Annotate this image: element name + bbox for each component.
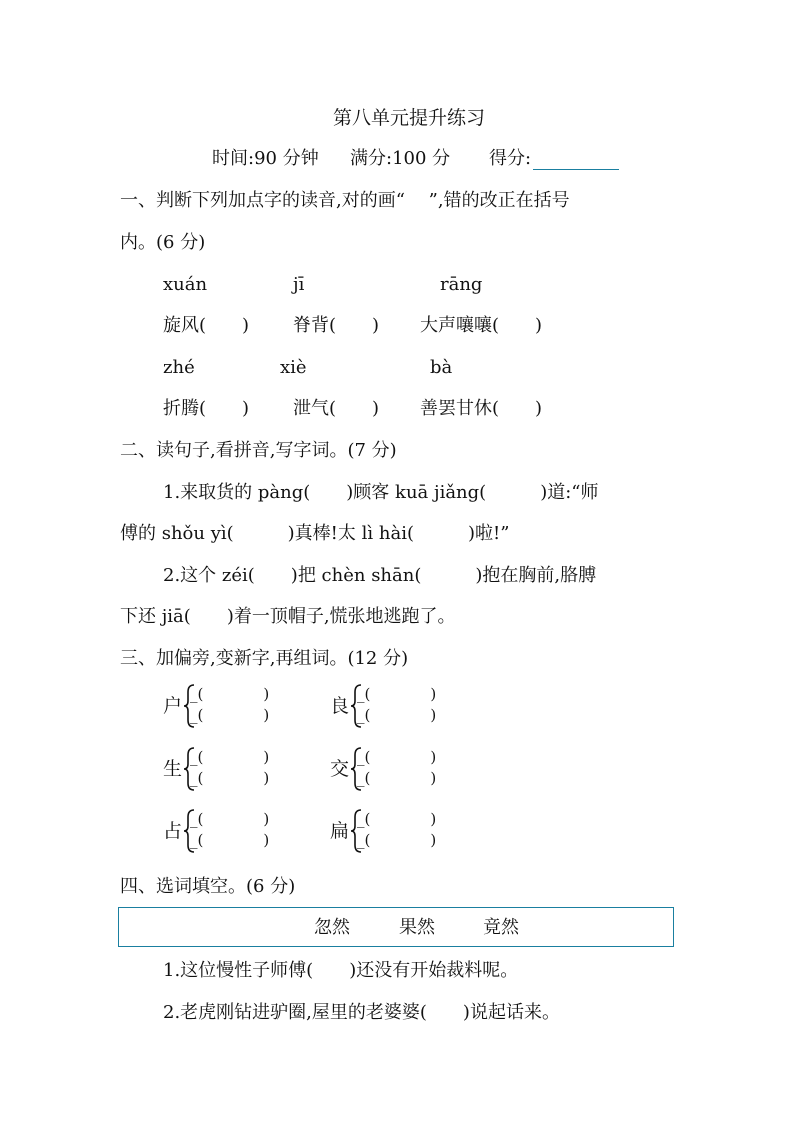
q2-sentence2-line2: 下还 jiā( )着一顶帽子,慌张地逃跑了。 — [120, 606, 456, 627]
q3-answer-blank[interactable]: _( ) — [190, 769, 270, 787]
q4-sentence1: 1.这位慢性子师傅( )还没有开始裁料呢。 — [163, 960, 519, 981]
q1-pinyin: xiè — [280, 357, 307, 378]
q1-word-item: 折腾( ) — [163, 398, 250, 419]
q1-pinyin: jī — [293, 274, 305, 295]
q2-heading: 二、读句子,看拼音,写字词。(7 分) — [120, 440, 397, 461]
q2-sentence1-line2: 傅的 shǒu yì( )真棒!太 lì hài( )啦!” — [120, 523, 510, 544]
q3-answer-blank[interactable]: _( ) — [190, 706, 270, 724]
q1-pinyin: zhé — [163, 357, 195, 378]
page-title: 第八单元提升练习 — [333, 107, 486, 129]
word-option: 果然 — [399, 917, 435, 938]
q3-base-char: 占 — [163, 820, 183, 842]
q3-base-char: 户 — [163, 695, 183, 717]
full-score-info: 满分:100 分 — [350, 148, 451, 169]
score-label-text: 得分: — [489, 148, 532, 169]
q3-base-char: 交 — [330, 758, 350, 780]
q3-answer-blank[interactable]: _( ) — [190, 810, 270, 828]
q1-instruction-line2: 内。(6 分) — [120, 232, 206, 253]
q3-base-char: 生 — [163, 758, 183, 780]
q1-word-item: 善罢甘休( ) — [420, 398, 543, 419]
q1-pinyin: rāng — [440, 274, 483, 295]
q3-answer-blank[interactable]: _( ) — [357, 685, 437, 703]
q3-answer-blank[interactable]: _( ) — [190, 748, 270, 766]
q1-pinyin: bà — [430, 357, 453, 378]
q1-word-item: 旋风( ) — [163, 315, 250, 336]
q1-instruction-line1: 一、判断下列加点字的读音,对的画“ ”,错的改正在括号 — [120, 190, 570, 211]
q3-answer-blank[interactable]: _( ) — [190, 831, 270, 849]
time-info: 时间:90 分钟 — [212, 148, 319, 169]
q1-word-item: 脊背( ) — [293, 315, 380, 336]
q3-answer-blank[interactable]: _( ) — [357, 810, 437, 828]
q3-answer-blank[interactable]: _( ) — [357, 748, 437, 766]
q1-word-item: 泄气( ) — [293, 398, 380, 419]
q4-sentence2: 2.老虎刚钻进驴圈,屋里的老婆婆( )说起话来。 — [163, 1002, 560, 1023]
q1-pinyin: xuán — [163, 274, 208, 295]
q3-answer-blank[interactable]: _( ) — [357, 706, 437, 724]
q1-word-item: 大声嚷嚷( ) — [420, 315, 543, 336]
word-bank-box — [118, 907, 674, 947]
q3-base-char: 良 — [330, 695, 350, 717]
word-option: 忽然 — [314, 917, 350, 938]
q3-heading: 三、加偏旁,变新字,再组词。(12 分) — [120, 648, 409, 669]
q3-base-char: 扁 — [330, 820, 350, 842]
q3-answer-blank[interactable]: _( ) — [190, 685, 270, 703]
score-blank[interactable] — [533, 151, 619, 170]
q4-heading: 四、选词填空。(6 分) — [120, 876, 296, 897]
q2-sentence2-line1: 2.这个 zéi( )把 chèn shān( )抱在胸前,胳膊 — [163, 565, 597, 586]
q3-answer-blank[interactable]: _( ) — [357, 831, 437, 849]
q2-sentence1-line1: 1.来取货的 pàng( )顾客 kuā jiǎng( )道:“师 — [163, 482, 599, 503]
score-label — [489, 148, 619, 170]
q3-answer-blank[interactable]: _( ) — [357, 769, 437, 787]
word-option: 竟然 — [483, 917, 519, 938]
